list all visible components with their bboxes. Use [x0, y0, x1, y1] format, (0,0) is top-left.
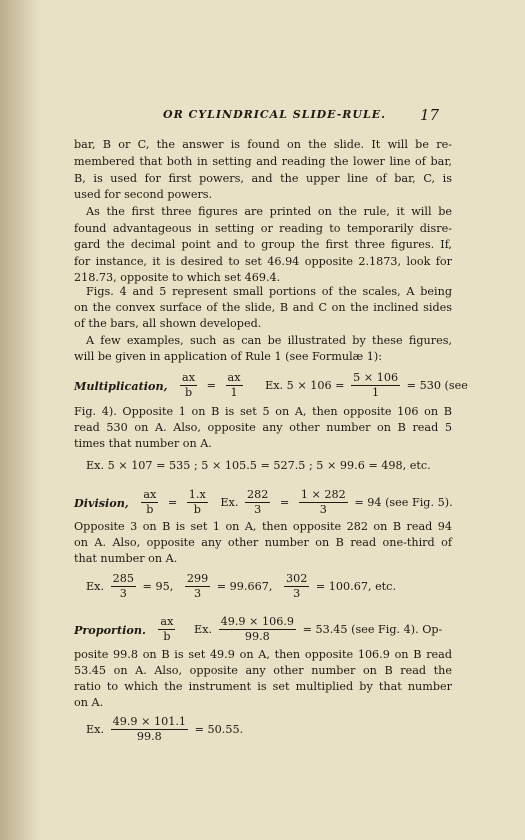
text-line: of the bars, all shown developed. [74, 317, 262, 330]
division-examples: Ex. $\frac{285}{3}$ = 95, $\frac{299}{3}$ = 99.667, $\frac{302}{3}$ = 100.67, etc. [86, 572, 397, 600]
multiplication-label: Multiplication, [74, 378, 168, 393]
proportion-example: Ex. $\frac{49.9 \times 101.1}{99.8}$ = 50.55. [86, 715, 244, 743]
text-line: 218.73, opposite to which set 469.4. [74, 271, 281, 284]
running-title: OR CYLINDRICAL SLIDE-RULE. [163, 108, 386, 121]
text-line: B, is used for first powers, and the upper line of bar, C, is [74, 172, 452, 185]
text-line: times that number on A. [74, 437, 212, 450]
text-line: ratio to which the instrument is set multiplied by that number [74, 680, 452, 693]
text-line: on A. [74, 696, 104, 709]
fraction: $\frac{299}{3}$ [186, 572, 209, 600]
text-line: for instance, it is desired to set 46.94 opposite 2.1873, look for [74, 255, 452, 268]
text-line: read 530 on A. Also, opposite any other number on B read 5 [74, 421, 452, 434]
text-line: used for second powers. [74, 188, 213, 201]
fraction: $\frac{302}{3}$ [285, 572, 308, 600]
fraction: $\frac{49.9 \times 101.1}{99.8}$ [112, 715, 187, 743]
text-line: found advantageous in setting or reading to temporarily disre- [74, 222, 452, 235]
text-line: 53.45 on A. Also, opposite any other number on B read the [74, 664, 452, 677]
multiplication-formula: Multiplication, $\frac{ax}{b}$ = $\frac{ax}{1}$ Ex. 5 × 106 = $\frac{5 \times 106}{1}$ = 530 (see [74, 371, 468, 399]
text-line: membered that both in setting and reading the lower line of bar, [74, 155, 452, 168]
fraction: $\frac{49.9 \times 106.9}{99.8}$ [220, 615, 295, 643]
fraction: $\frac{ax}{1}$ [227, 371, 241, 399]
fraction: $\frac{285}{3}$ [112, 572, 134, 600]
text-line: A few examples, such as can be illustrated by these figures, [86, 334, 452, 347]
proportion-label: Proportion. [74, 622, 146, 637]
text-line: Opposite 3 on B is set 1 on A, then opposite 282 on B read 94 [74, 520, 452, 533]
fraction: $\frac{1 \times 282}{3}$ [300, 488, 346, 516]
fraction: $\frac{ax}{b}$ [160, 615, 174, 643]
text-line: will be given in application of Rule 1 (see Formulæ 1): [74, 350, 382, 363]
division-label: Division, [74, 495, 129, 510]
division-formula: Division, $\frac{ax}{b}$ = $\frac{1.x}{b}$ Ex. $\frac{282}{3}$ = $\frac{1 \times 282}{3}$ = 94 (see Fig. 5). [74, 488, 453, 516]
text-line: on the convex surface of the slide, B and C on the inclined sides [74, 301, 452, 314]
text-line: Fig. 4). Opposite 1 on B is set 5 on A, then opposite 106 on B [74, 405, 452, 418]
multiplication-examples: Ex. 5 × 107 = 535 ; 5 × 105.5 = 527.5 ; 5 × 99.6 = 498, etc. [86, 459, 431, 472]
text-line: that number on A. [74, 552, 178, 565]
text-line: on A. Also, opposite any other number on B read one-third of [74, 536, 452, 549]
proportion-formula: Proportion. $\frac{ax}{b}$ Ex. $\frac{49.9 \times 106.9}{99.8}$ = 53.45 (see Fig. 4). Op- [74, 615, 443, 643]
text-line: Figs. 4 and 5 represent small portions of the scales, A being [86, 285, 452, 298]
fraction: $\frac{ax}{b}$ [182, 371, 196, 399]
fraction: $\frac{282}{3}$ [246, 488, 269, 516]
text-line: As the first three figures are printed on the rule, it will be [86, 205, 452, 218]
text-line: bar, B or C, the answer is found on the slide. It will be re- [74, 138, 452, 151]
page-number: 17 [420, 106, 440, 124]
fraction: $\frac{ax}{b}$ [143, 488, 157, 516]
page-edge-shadow [0, 0, 40, 840]
text-line: posite 99.8 on B is set 49.9 on A, then opposite 106.9 on B read [74, 648, 452, 661]
text-line: gard the decimal point and to group the first three figures. If, [74, 238, 452, 251]
fraction: $\frac{1.x}{b}$ [188, 488, 206, 516]
fraction: $\frac{5 \times 106}{1}$ [353, 371, 399, 399]
